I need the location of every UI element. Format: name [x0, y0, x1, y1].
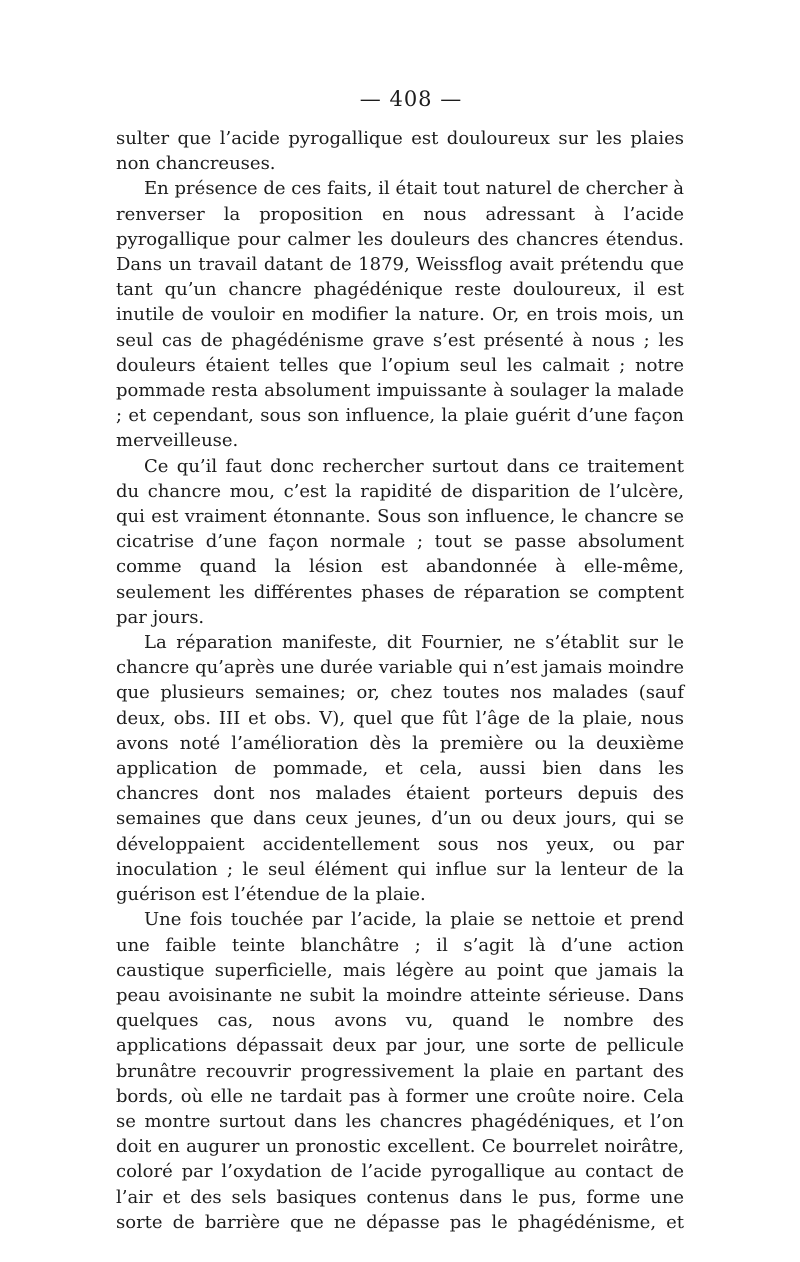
book-page — [116, 84, 684, 1235]
paragraph-presence-faits: En présence de ces faits, il était tout naturel de chercher à renverser la proposition en nous adressant à l’acide pyrogallique pour calmer les douleurs des chancres étendus. Dans un travail datant de 1879, Weissflog avait prétendu que tant qu’un chancre phagédénique reste douloureux, il est inutile de vouloir en modifier la nature. Or, en trois mois, un seul cas de phagédénisme grave s’est présenté à nous ; les douleurs étaient telles que l’opium seul les calmait ; notre pommade resta absolument impuissante à soulager la malade ; et cependant, sous son influence, la plaie guérit d’une façon merveilleuse. — [116, 178, 684, 452]
paragraph-continuation: sulter que l’acide pyrogallique est douloureux sur les plaies non chancreuses. — [116, 128, 684, 175]
page-number: — 408 — — [359, 87, 463, 111]
paragraph-reparation-fournier: La réparation manifeste, dit Fournier, ne s’établit sur le chancre qu’après une durée variable qui n’est jamais moindre que plusieurs semaines; or, chez toutes nos malades (sauf deux, obs. III et obs. V), quel que fût l’âge de la plaie, nous avons noté l’amélioration dès la première ou la deuxième application de pommade, et cela, aussi bien dans les chancres dont nos malades étaient porteurs depuis des semaines que dans ceux jeunes, d’un ou deux jours, qui se développaient accidentellement sous nos yeux, ou par inoculation ; le seul élément qui influe sur la lenteur de la guérison est l’étendue de la plaie. — [116, 632, 684, 906]
paragraph-action-caustique: Une fois touchée par l’acide, la plaie se nettoie et prend une faible teinte blanchâtre ; il s’agit là d’une action caustique superficielle, mais légère au point que jamais la peau avoisinante ne subit la moindre atteinte sérieuse. Dans quelques cas, nous avons vu, quand le nombre des applications dépassait deux par jour, une sorte de pellicule brunâtre recouvrir progressivement la plaie en partant des bords, où elle ne tardait pas à former une croûte noire. Cela se montre surtout dans les chancres phagédéniques, et l’on doit en augurer un pronostic excellent. Ce bourrelet noirâtre, coloré par l’oxydation de l’acide pyrogallique au contact de l’air et des sels basiques contenus dans le pus, forme une sorte de barrière que ne dépasse pas le phagédénisme, et — [116, 909, 684, 1233]
paragraph-rapidite-disparition: Ce qu’il faut donc rechercher surtout dans ce traitement du chancre mou, c’est la rapidité de disparition de l’ulcère, qui est vraiment étonnante. Sous son influence, le chancre se cicatrise d’une façon normale ; tout se passe absolument comme quand la lésion est abandonnée à elle-même, seulement les différentes phases de réparation se comptent par jours. — [116, 455, 684, 628]
